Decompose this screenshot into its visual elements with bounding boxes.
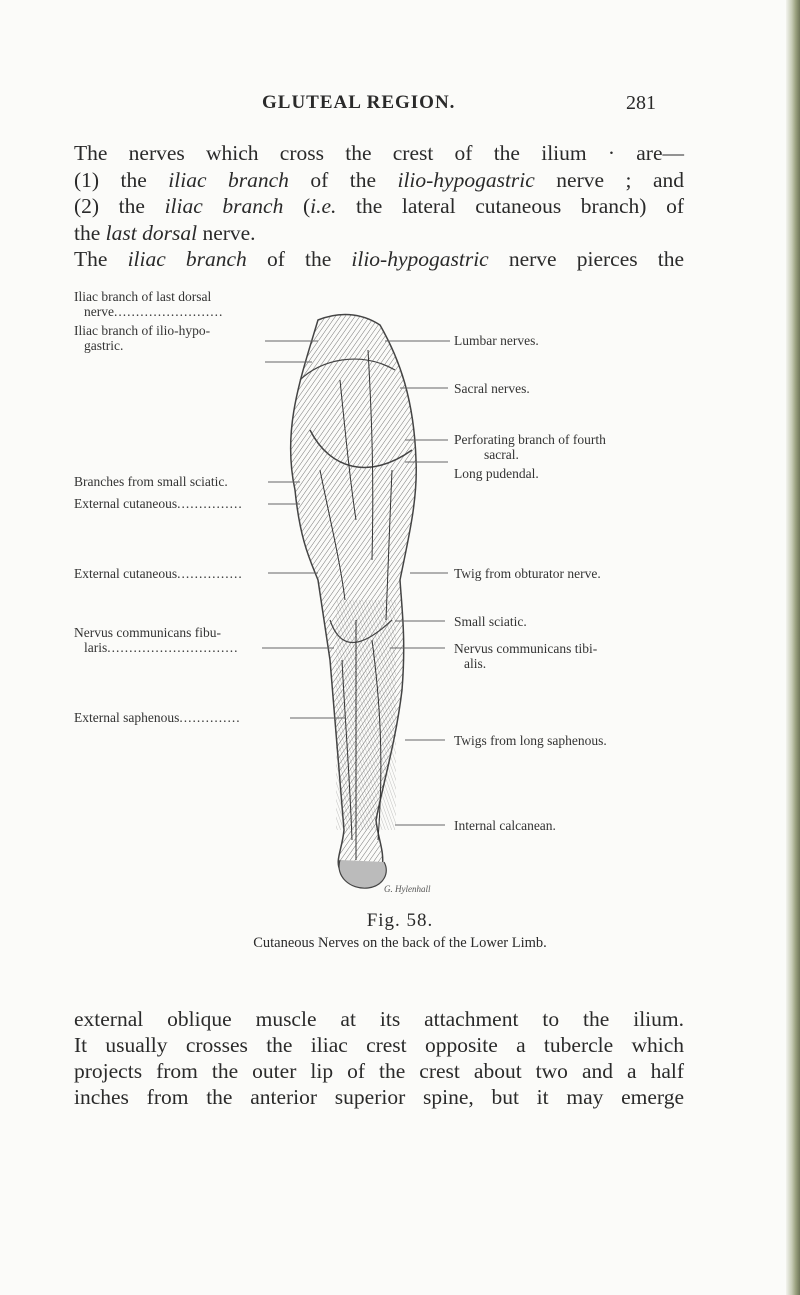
running-head: GLUTEAL REGION. — [262, 92, 456, 113]
engraver-signature: G. Hylenhall — [384, 884, 431, 894]
label-nervus-communicans-tibialis: Nervus communicans tibi- alis. — [454, 641, 598, 671]
label-twig-obturator: Twig from obturator nerve. — [454, 566, 601, 581]
label-external-cutaneous-2: External cutaneous............... — [74, 566, 243, 581]
label-external-cutaneous-1: External cutaneous............... — [74, 496, 243, 511]
text-line: external oblique muscle at its attachment to the ilium. — [74, 1007, 684, 1031]
label-sacral-nerves: Sacral nerves. — [454, 381, 530, 396]
text-line: It usually crosses the iliac crest opposite a tubercle which — [74, 1033, 684, 1057]
label-iliac-branch-last-dorsal: Iliac branch of last dorsal nerve......................... — [74, 289, 224, 319]
text-line: inches from the anterior superior spine, but it may emerge — [74, 1085, 684, 1109]
label-internal-calcanean: Internal calcanean. — [454, 818, 556, 833]
label-iliac-branch-ilio-hypogastric: Iliac branch of ilio-hypo- gastric. — [74, 323, 211, 353]
figure-caption: Cutaneous Nerves on the back of the Lower Limb. — [253, 935, 547, 951]
label-branches-small-sciatic: Branches from small sciatic. — [74, 474, 228, 489]
figure-number: Fig. 58. — [366, 910, 434, 931]
text-line: the last dorsal nerve. — [74, 220, 256, 245]
label-external-saphenous: External saphenous.............. — [74, 710, 241, 725]
label-lumbar-nerves: Lumbar nerves. — [454, 333, 539, 348]
page-number: 281 — [626, 92, 656, 114]
text-line: (1) the iliac branch of the ilio-hypogastric nerve ; and — [74, 167, 684, 192]
label-perforating-branch: Perforating branch of fourth sacral. — [454, 432, 606, 462]
text-line: The nerves which cross the crest of the ilium · are— — [74, 141, 684, 165]
text-line: (2) the iliac branch (i.e. the lateral cutaneous branch) of — [74, 194, 684, 218]
text-line: The iliac branch of the ilio-hypogastric nerve pierces the — [74, 247, 684, 271]
paragraph-bottom — [74, 1006, 684, 1110]
label-nervus-communicans-fibularis: Nervus communicans fibu- laris.............................. — [74, 625, 239, 655]
text-line: projects from the outer lip of the crest about two and a half — [74, 1059, 684, 1083]
label-long-pudendal: Long pudendal. — [454, 466, 539, 481]
label-twigs-long-saphenous: Twigs from long saphenous. — [454, 733, 607, 748]
label-small-sciatic: Small sciatic. — [454, 614, 527, 629]
